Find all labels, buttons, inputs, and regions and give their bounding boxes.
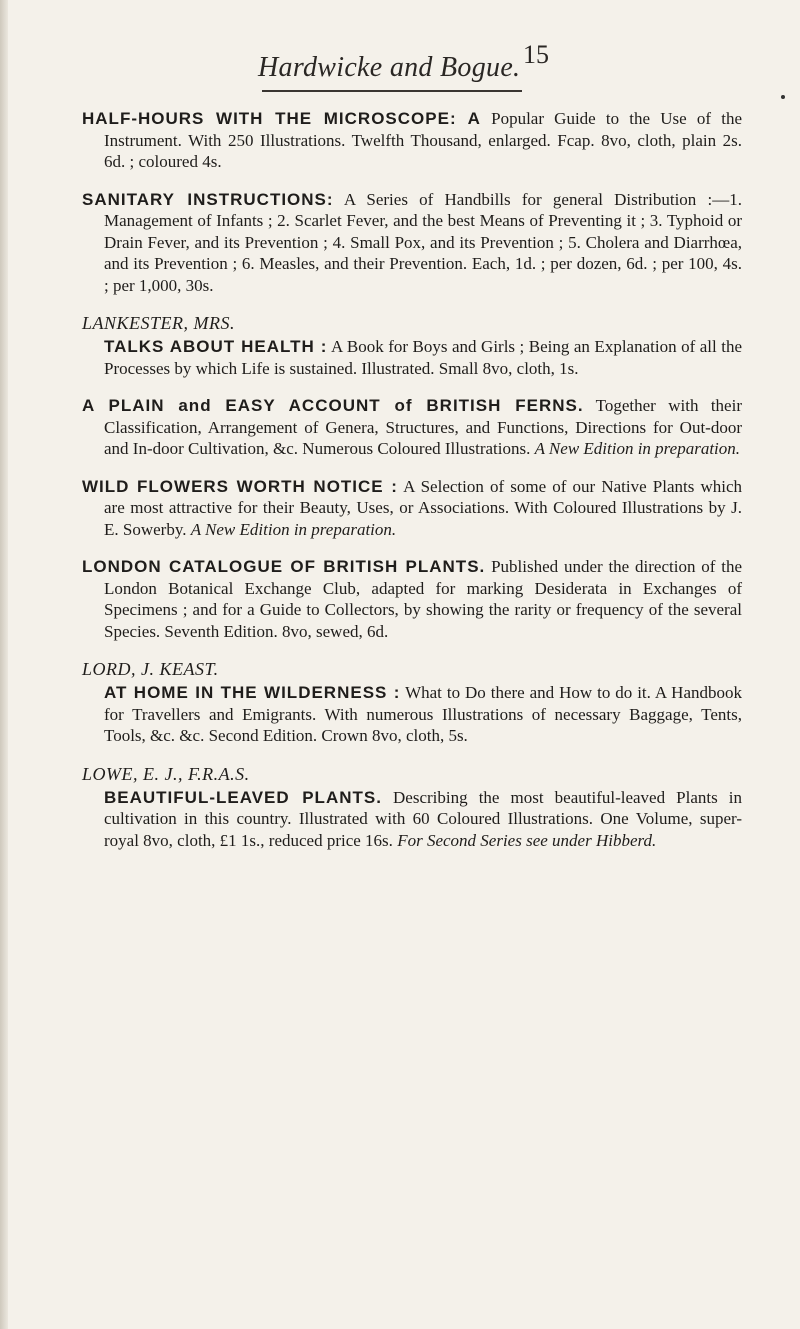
- running-title: Hardwicke and Bogue.: [258, 52, 521, 83]
- margin-dot: [781, 95, 785, 99]
- entry-note: A New Edition in preparation.: [190, 519, 397, 539]
- entry-title: AT HOME IN THE WILDERNESS :: [104, 683, 401, 702]
- entry-text: [82, 395, 742, 460]
- entry-description: A Series of Handbills for general Distribution :—1. Management of Infants ; 2. Scarlet Fever, and the best Means of Preventing it ; 3. Typhoid or Drain Fever, and its Prevention ; 4. Small Pox, and its Prevention ; 5. Cholera and Diarrhœa, and its Prevention ; 6. Measles, and their Prevention. Each, 1d. ; per dozen, 6d. ; per 100, 4s. ; per 1,000, 30s.: [104, 189, 742, 295]
- entry-title: A PLAIN and EASY ACCOUNT of BRITISH FERNS.: [82, 396, 584, 415]
- page-number: 15: [523, 40, 549, 69]
- page-binding-edge: [0, 0, 8, 1329]
- entry-note: A New Edition in preparation.: [534, 439, 741, 458]
- entry-description: Together with their Classification, Arrangement of Genera, Structures, and Functions, Directions for Out-door and In-door Cultivation, &c. Numerous Coloured Illustrations.: [104, 396, 742, 458]
- entry-text: [82, 682, 742, 747]
- entry-author: LOWE, E. J., F.R.A.S.: [82, 763, 250, 784]
- entry-text: [82, 787, 742, 852]
- entry-author: LORD, J. KEAST.: [82, 659, 219, 679]
- catalogue-entry: [82, 108, 742, 173]
- catalogue-entry: [82, 556, 742, 642]
- entry-note: For Second Series see under Hibberd.: [397, 830, 657, 850]
- catalogue-entry: [82, 763, 742, 852]
- catalogue-entry: [82, 312, 742, 379]
- entry-description: Describing the most beautiful-leaved Plants in cultivation in this country. Illustrated with 60 Coloured Illustrations. One Volume, super-royal 8vo, cloth, £1 1s., reduced price 16s.: [104, 787, 743, 850]
- entry-description: A Selection of some of our Native Plants which are most attractive for their Beauty, Uses, or Associations. With Coloured Illustrations by J. E. Sowerby.: [104, 476, 743, 539]
- entry-text: [82, 336, 742, 379]
- entry-title: BEAUTIFUL-LEAVED PLANTS.: [104, 787, 382, 807]
- catalogue-entry: [82, 395, 742, 460]
- catalogue-entry: [82, 189, 742, 297]
- catalogue-listing: [82, 108, 742, 867]
- entry-text: [82, 108, 742, 173]
- entry-description: Published under the direction of the London Botanical Exchange Club, adapted for marking Desiderata in Exchanges of Specimens ; and for a Guide to Collectors, by showing the rarity or frequency of the several Species. Seventh Edition. 8vo, sewed, 6d.: [104, 557, 743, 641]
- entry-title: TALKS ABOUT HEALTH :: [104, 337, 328, 356]
- entry-title: WILD FLOWERS WORTH NOTICE :: [82, 476, 398, 496]
- entry-description: A Book for Boys and Girls ; Being an Explanation of all the Processes by which Life is sustained. Illustrated. Small 8vo, cloth, 1s.: [104, 337, 743, 378]
- entry-author: LANKESTER, MRS.: [82, 313, 236, 333]
- entry-title: SANITARY INSTRUCTIONS:: [82, 189, 334, 209]
- catalogue-entry: [82, 476, 742, 541]
- entry-title: LONDON CATALOGUE OF BRITISH PLANTS.: [82, 557, 486, 576]
- entry-description: Popular Guide to the Use of the Instrument. With 250 Illustrations. Twelfth Thousand, enlarged. Fcap. 8vo, cloth, plain 2s. 6d. ; coloured 4s.: [104, 109, 742, 171]
- entry-text: [82, 189, 742, 297]
- entry-description: What to Do there and How to do it. A Handbook for Travellers and Emigrants. With numerous Illustrations of necessary Baggage, Tents, Tools, &c. &c. Second Edition. Crown 8vo, cloth, 5s.: [104, 683, 742, 745]
- page-header: [0, 34, 800, 84]
- entry-title: HALF-HOURS WITH THE MICROSCOPE: A: [82, 109, 481, 128]
- entry-text: [82, 476, 742, 541]
- header-rule: [262, 90, 522, 92]
- catalogue-entry: [82, 658, 742, 747]
- entry-text: [82, 556, 742, 642]
